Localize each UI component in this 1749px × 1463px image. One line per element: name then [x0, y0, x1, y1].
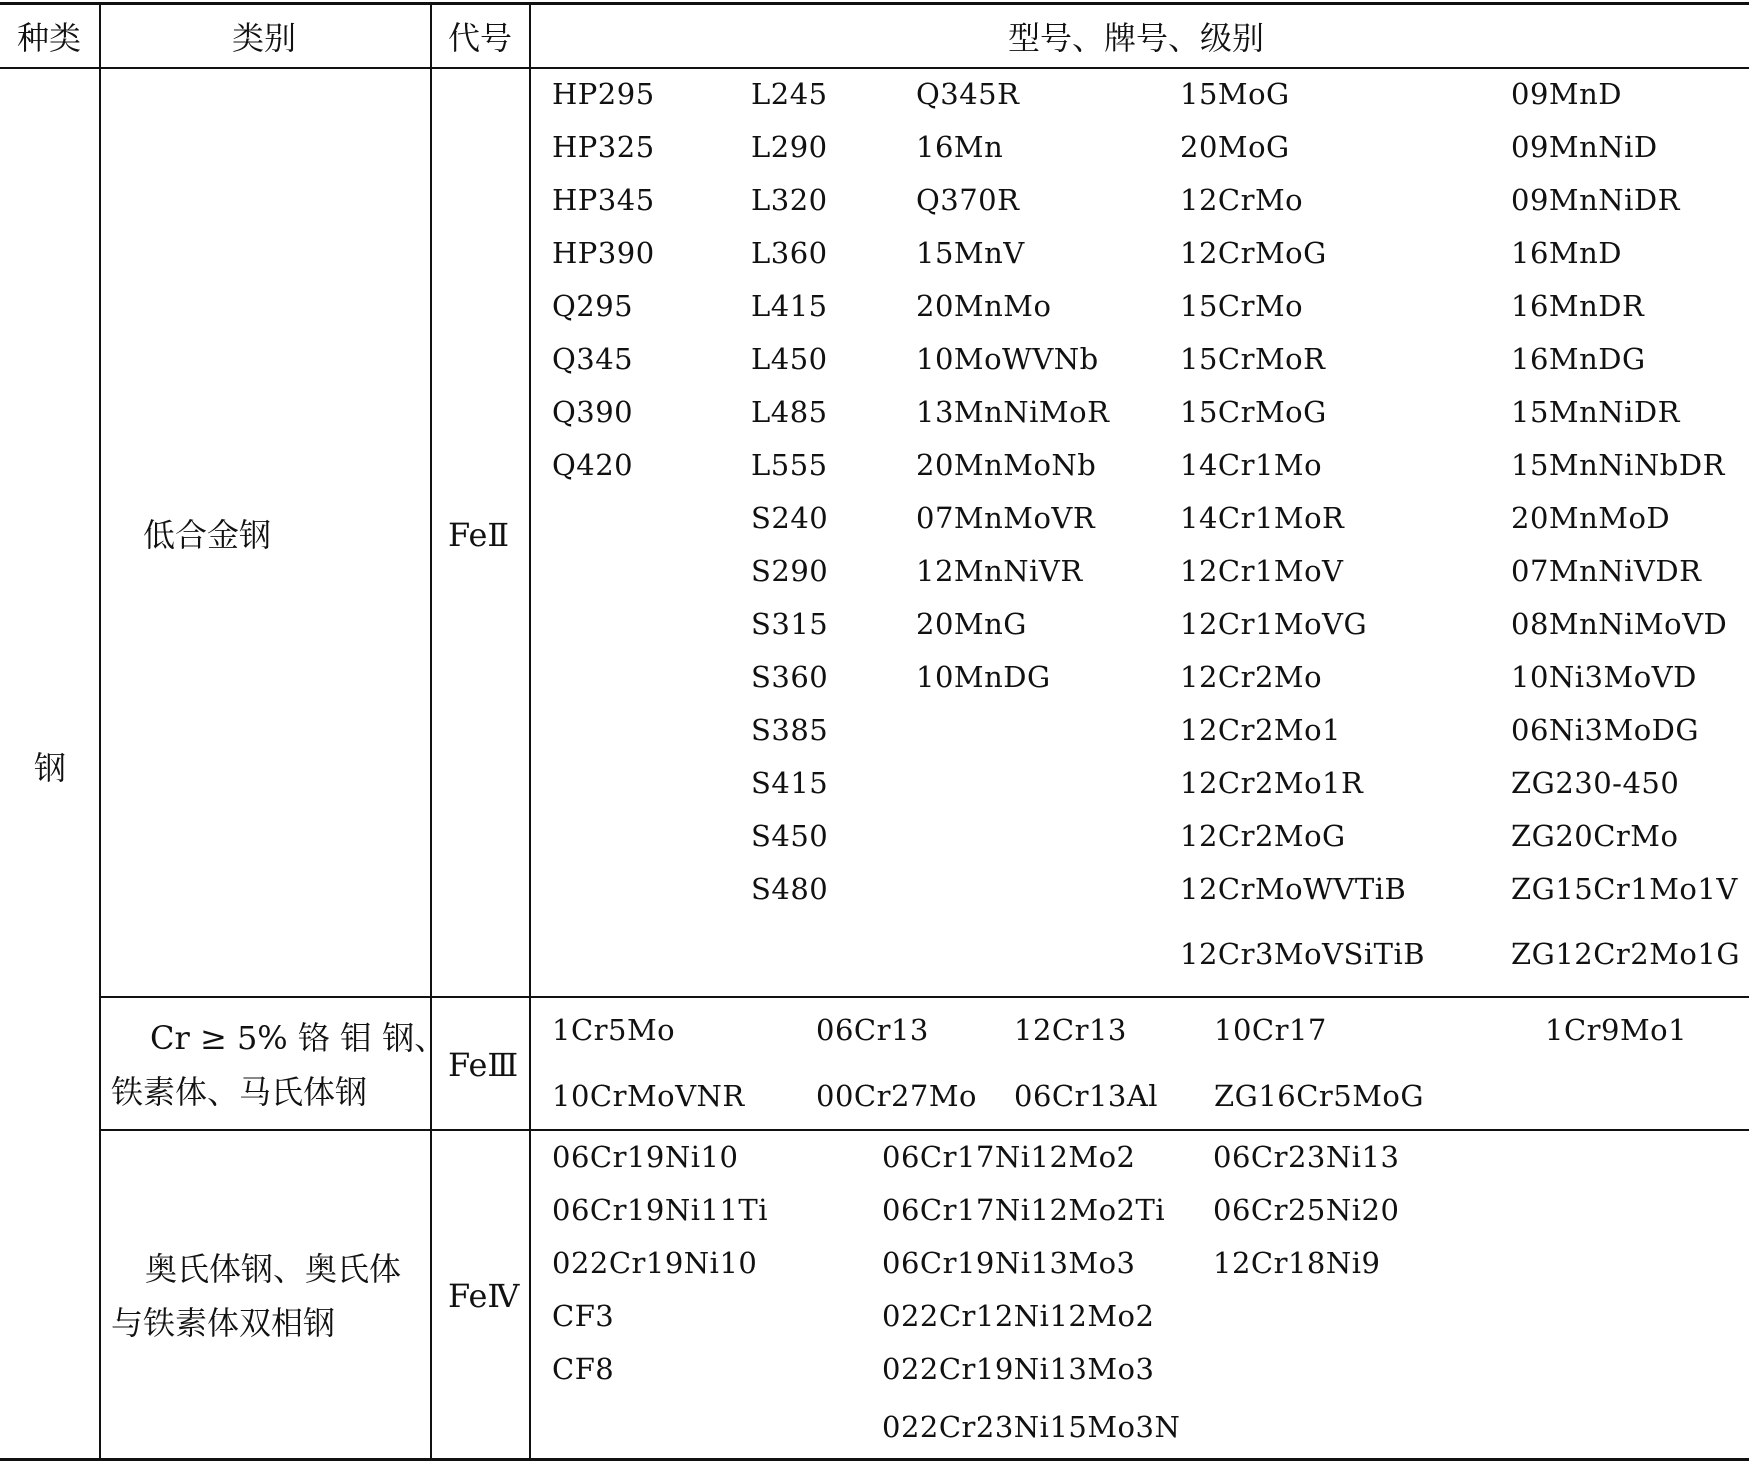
grade-cell: Q390 — [552, 395, 634, 429]
grade-cell: 12Cr18Ni9 — [1213, 1246, 1381, 1280]
grade-cell: L320 — [751, 183, 828, 217]
grade-cell: 06Cr19Ni13Mo3 — [882, 1246, 1136, 1280]
grade-cell: 16MnD — [1511, 236, 1623, 270]
grade-cell: ZG12Cr2Mo1G — [1511, 937, 1740, 971]
header-code: 代号 — [448, 19, 513, 57]
grade-cell: 06Cr17Ni12Mo2Ti — [882, 1193, 1166, 1227]
grade-cell: 09MnNiDR — [1511, 183, 1681, 217]
grade-cell: S415 — [751, 766, 829, 800]
grade-cell: 12CrMoWVTiB — [1180, 872, 1407, 906]
grade-cell: L415 — [751, 289, 828, 323]
grade-cell: 20MnMoD — [1511, 501, 1671, 535]
group1-bottom-rule — [100, 996, 1749, 998]
grade-cell: 06Ni3MoDG — [1511, 713, 1700, 747]
grade-cell: S480 — [751, 872, 829, 906]
grade-cell: 06Cr25Ni20 — [1213, 1193, 1400, 1227]
grade-cell: S290 — [751, 554, 829, 588]
grade-cell: 13MnNiMoR — [916, 395, 1110, 429]
grade-cell: 09MnD — [1511, 77, 1623, 111]
grade-cell: 00Cr27Mo — [816, 1079, 978, 1113]
grade-cell: 12Cr1MoV — [1180, 554, 1344, 588]
grade-cell: ZG20CrMo — [1511, 819, 1679, 853]
category-low-alloy-steel: 低合金钢 — [143, 516, 272, 554]
grade-cell: 12Cr2Mo — [1180, 660, 1323, 694]
grade-cell: 06Cr19Ni10 — [552, 1140, 739, 1174]
code-fe-3: FeⅢ — [448, 1046, 519, 1084]
grade-cell: 08MnNiMoVD — [1511, 607, 1728, 641]
grade-cell: ZG230-450 — [1511, 766, 1680, 800]
grade-cell: ZG15Cr1Mo1V — [1511, 872, 1738, 906]
grade-cell: 16MnDG — [1511, 342, 1646, 376]
grade-cell: 12Cr2MoG — [1180, 819, 1346, 853]
grade-cell: S240 — [751, 501, 829, 535]
grade-cell: 06Cr13Al — [1014, 1079, 1159, 1113]
grade-cell: L555 — [751, 448, 828, 482]
category-chromium-molybdenum-line1: Cr ≥ 5% 铬 钼 钢、 — [150, 1019, 447, 1057]
category-austenitic-line1: 奥氏体钢、奥氏体 — [145, 1250, 402, 1288]
grade-cell: S450 — [751, 819, 829, 853]
grade-cell: 12CrMo — [1180, 183, 1304, 217]
grade-cell: 06Cr13 — [816, 1013, 929, 1047]
grade-cell: 022Cr19Ni10 — [552, 1246, 758, 1280]
header-kind: 种类 — [17, 19, 82, 57]
grade-cell: 10MnDG — [916, 660, 1051, 694]
grade-cell: Q295 — [552, 289, 634, 323]
grade-cell: 022Cr19Ni13Mo3 — [882, 1352, 1155, 1386]
grade-cell: 022Cr12Ni12Mo2 — [882, 1299, 1155, 1333]
grade-cell: 15MnNiDR — [1511, 395, 1681, 429]
grade-cell: Q345R — [916, 77, 1020, 111]
grade-cell: 15MoG — [1180, 77, 1290, 111]
grade-cell: 20MoG — [1180, 130, 1290, 164]
header-category: 类别 — [232, 19, 297, 57]
grade-cell: Q420 — [552, 448, 634, 482]
grade-cell: HP345 — [552, 183, 655, 217]
header-grades: 型号、牌号、级别 — [1008, 19, 1265, 57]
col-divider-category — [430, 2, 432, 1461]
grade-cell: S315 — [751, 607, 829, 641]
grade-cell: 06Cr19Ni11Ti — [552, 1193, 769, 1227]
grade-cell: 1Cr5Mo — [552, 1013, 676, 1047]
grade-cell: 16MnDR — [1511, 289, 1645, 323]
grade-cell: 12Cr1MoVG — [1180, 607, 1368, 641]
code-fe-4: FeⅣ — [448, 1277, 520, 1315]
grade-cell: Q345 — [552, 342, 634, 376]
category-chromium-molybdenum-line2: 铁素体、马氏体钢 — [111, 1073, 368, 1111]
grade-cell: CF8 — [552, 1352, 615, 1386]
grade-cell: 14Cr1MoR — [1180, 501, 1345, 535]
grade-cell: 10MoWVNb — [916, 342, 1099, 376]
grade-cell: ZG16Cr5MoG — [1214, 1079, 1425, 1113]
grade-cell: 10Ni3MoVD — [1511, 660, 1697, 694]
grade-cell: 15CrMoG — [1180, 395, 1327, 429]
grade-cell: HP390 — [552, 236, 655, 270]
grade-cell: 20MnMoNb — [916, 448, 1097, 482]
grade-cell: L360 — [751, 236, 828, 270]
group2-bottom-rule — [100, 1129, 1749, 1131]
grade-cell: S385 — [751, 713, 829, 747]
grade-cell: 15CrMo — [1180, 289, 1304, 323]
grade-cell: L450 — [751, 342, 828, 376]
grade-cell: HP325 — [552, 130, 655, 164]
grade-cell: 07MnNiVDR — [1511, 554, 1702, 588]
grade-cell: L485 — [751, 395, 828, 429]
header-bottom-rule — [0, 67, 1749, 69]
grade-cell: CF3 — [552, 1299, 615, 1333]
grade-cell: 12Cr13 — [1014, 1013, 1127, 1047]
grade-cell: 1Cr9Mo1 — [1545, 1013, 1688, 1047]
category-austenitic-line2: 与铁素体双相钢 — [111, 1304, 336, 1342]
grade-cell: 12Cr3MoVSiTiB — [1180, 937, 1426, 971]
grade-cell: 12CrMoG — [1180, 236, 1327, 270]
grade-cell: 15MnV — [916, 236, 1025, 270]
grade-cell: 20MnMo — [916, 289, 1052, 323]
grade-cell: 06Cr23Ni13 — [1213, 1140, 1400, 1174]
grade-cell: 15MnNiNbDR — [1511, 448, 1725, 482]
grade-cell: 14Cr1Mo — [1180, 448, 1323, 482]
grade-cell: 16Mn — [916, 130, 1004, 164]
grade-cell: 06Cr17Ni12Mo2 — [882, 1140, 1136, 1174]
col-divider-code — [529, 2, 531, 1461]
grade-cell: 10CrMoVNR — [552, 1079, 745, 1113]
grade-cell: 022Cr23Ni15Mo3N — [882, 1410, 1181, 1444]
table-top-rule — [0, 2, 1749, 5]
grade-cell: L290 — [751, 130, 828, 164]
grade-cell: 12MnNiVR — [916, 554, 1083, 588]
grade-cell: HP295 — [552, 77, 655, 111]
grade-cell: 09MnNiD — [1511, 130, 1658, 164]
table-bottom-rule — [0, 1458, 1749, 1461]
grade-cell: Q370R — [916, 183, 1020, 217]
code-fe-2: FeⅡ — [448, 516, 510, 554]
grade-cell: 15CrMoR — [1180, 342, 1326, 376]
grade-cell: 20MnG — [916, 607, 1027, 641]
grade-cell: L245 — [751, 77, 828, 111]
grade-cell: S360 — [751, 660, 829, 694]
kind-steel: 钢 — [34, 749, 67, 787]
grade-cell: 12Cr2Mo1R — [1180, 766, 1364, 800]
col-divider-kind — [99, 2, 101, 1461]
grade-cell: 10Cr17 — [1214, 1013, 1327, 1047]
grade-cell: 07MnMoVR — [916, 501, 1096, 535]
grade-cell: 12Cr2Mo1 — [1180, 713, 1342, 747]
